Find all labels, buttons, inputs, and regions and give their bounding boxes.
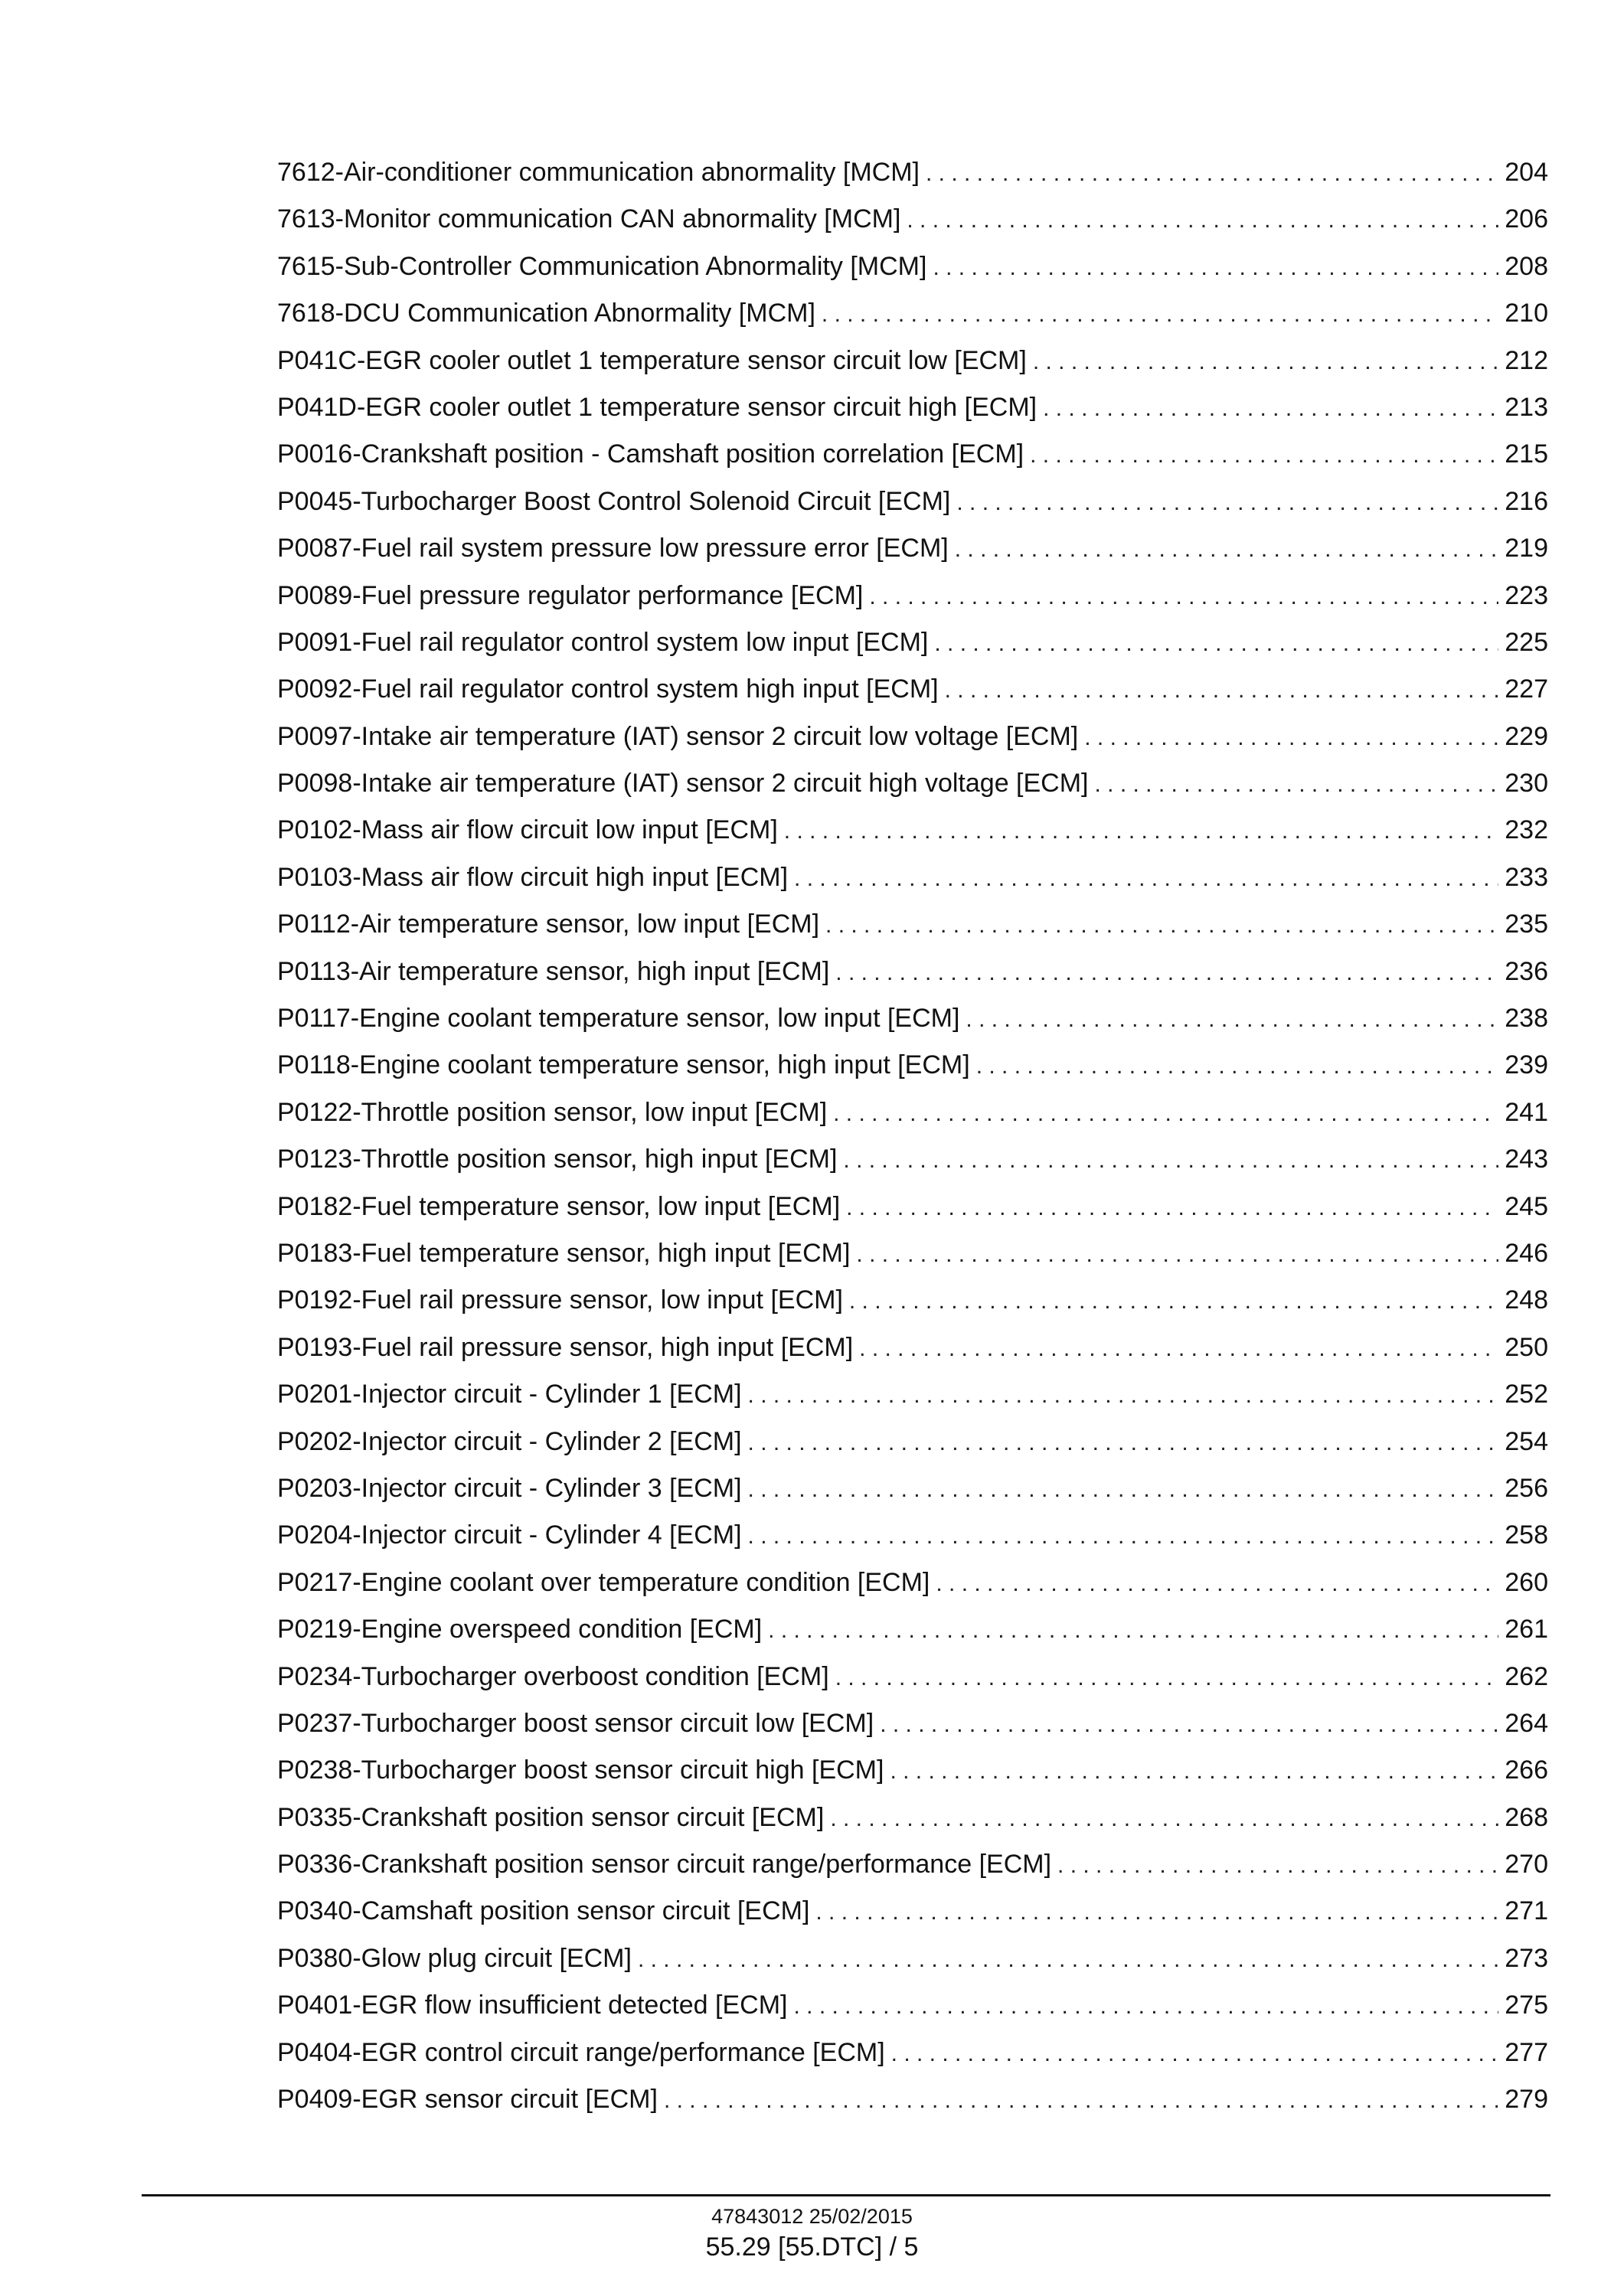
- toc-entry[interactable]: [277, 1747, 1548, 1794]
- toc-entry-title: P0409-EGR sensor circuit [ECM]: [277, 2085, 658, 2115]
- toc-leader-dots: [1057, 1842, 1498, 1889]
- toc-entry-page-number: 213: [1505, 392, 1548, 422]
- toc-leader-dots: [1084, 714, 1498, 761]
- toc-entry[interactable]: [277, 196, 1548, 243]
- toc-entry-page-number: 232: [1505, 815, 1548, 845]
- toc-leader-dots: [843, 1137, 1498, 1184]
- toc-entry-title: P0203-Injector circuit - Cylinder 3 [ECM]: [277, 1473, 742, 1503]
- toc-entry-page-number: 262: [1505, 1661, 1548, 1691]
- toc-entry-title: P0237-Turbocharger boost sensor circuit low [ECM]: [277, 1708, 874, 1738]
- toc-entry[interactable]: [277, 1654, 1548, 1700]
- toc-entry-title: P041D-EGR cooler outlet 1 temperature sensor circuit high [ECM]: [277, 392, 1037, 422]
- toc-entry-title: P0234-Turbocharger overboost condition [ECM]: [277, 1661, 829, 1691]
- toc-entry-title: P0335-Crankshaft position sensor circuit [ECM]: [277, 1802, 825, 1832]
- toc-entry-title: P0097-Intake air temperature (IAT) sensor 2 circuit low voltage [ECM]: [277, 721, 1079, 751]
- toc-entry-page-number: 246: [1505, 1238, 1548, 1268]
- toc-entry[interactable]: [277, 1888, 1548, 1935]
- toc-leader-dots: [907, 197, 1498, 243]
- toc-entry-page-number: 225: [1505, 627, 1548, 657]
- toc-entry-page-number: 258: [1505, 1520, 1548, 1550]
- toc-entry-title: P0016-Crankshaft position - Camshaft position correlation [ECM]: [277, 439, 1024, 469]
- toc-entry-page-number: 204: [1505, 158, 1548, 187]
- footer-page-reference: 55.29 [55.DTC] / 5: [705, 2232, 919, 2262]
- toc-entry[interactable]: [277, 384, 1548, 431]
- toc-leader-dots: [846, 1184, 1498, 1231]
- toc-entry-title: P0117-Engine coolant temperature sensor, low input [ECM]: [277, 1004, 960, 1034]
- toc-entry[interactable]: [277, 901, 1548, 948]
- toc-leader-dots: [822, 291, 1498, 338]
- toc-entry-title: P0089-Fuel pressure regulator performance [ECM]: [277, 580, 864, 610]
- toc-entry-title: P0091-Fuel rail regulator control system low input [ECM]: [277, 627, 929, 657]
- footer-document-reference: 47843012 25/02/2015: [711, 2205, 913, 2228]
- toc-entry-title: P0183-Fuel temperature sensor, high input [ECM]: [277, 1238, 851, 1268]
- toc-entry[interactable]: [277, 1841, 1548, 1888]
- toc-entry-title: P0238-Turbocharger boost sensor circuit high [ECM]: [277, 1755, 884, 1785]
- toc-entry[interactable]: [277, 1136, 1548, 1183]
- toc-entry-title: P0103-Mass air flow circuit high input [ECM]: [277, 862, 789, 892]
- toc-entry-page-number: 239: [1505, 1050, 1548, 1080]
- toc-entry-page-number: 277: [1505, 2037, 1548, 2067]
- toc-entry-title: P0219-Engine overspeed condition [ECM]: [277, 1615, 763, 1644]
- toc-entry-title: P0204-Injector circuit - Cylinder 4 [ECM]: [277, 1520, 742, 1550]
- toc-entry[interactable]: [277, 995, 1548, 1042]
- toc-entry[interactable]: [277, 290, 1548, 337]
- toc-entry-title: 7615-Sub-Controller Communication Abnormality [MCM]: [277, 251, 927, 281]
- toc-leader-dots: [748, 1372, 1499, 1419]
- toc-entry[interactable]: [277, 619, 1548, 666]
- toc-entry-title: P0404-EGR control circuit range/performance [ECM]: [277, 2037, 885, 2067]
- toc-entry[interactable]: [277, 338, 1548, 384]
- toc-leader-dots: [664, 2077, 1498, 2124]
- toc-entry[interactable]: [277, 431, 1548, 478]
- toc-entry-title: P0118-Engine coolant temperature sensor, high input [ECM]: [277, 1050, 970, 1080]
- toc-entry-page-number: 227: [1505, 674, 1548, 704]
- toc-entry-title: P0092-Fuel rail regulator control system high input [ECM]: [277, 674, 939, 704]
- toc-entry-page-number: 238: [1505, 1004, 1548, 1034]
- toc-leader-dots: [890, 1748, 1498, 1795]
- toc-entry[interactable]: [277, 1606, 1548, 1653]
- toc-leader-dots: [955, 526, 1499, 573]
- toc-leader-dots: [859, 1325, 1498, 1372]
- toc-entry[interactable]: [277, 949, 1548, 995]
- toc-entry-title: P0380-Glow plug circuit [ECM]: [277, 1943, 632, 1973]
- toc-entry[interactable]: [277, 1184, 1548, 1230]
- toc-entry[interactable]: [277, 573, 1548, 619]
- toc-leader-dots: [793, 1983, 1498, 2030]
- toc-entry-page-number: 256: [1505, 1473, 1548, 1503]
- toc-entry[interactable]: [277, 1560, 1548, 1606]
- toc-leader-dots: [830, 1795, 1498, 1842]
- toc-leader-dots: [926, 150, 1498, 197]
- toc-entry-title: P0202-Injector circuit - Cylinder 2 [ECM]: [277, 1426, 742, 1456]
- toc-entry-title: P0122-Throttle position sensor, low input [ECM]: [277, 1097, 828, 1127]
- toc-entry-title: P0087-Fuel rail system pressure low pressure error [ECM]: [277, 534, 949, 563]
- toc-entry-title: P0182-Fuel temperature sensor, low input [ECM]: [277, 1191, 841, 1221]
- table-of-contents: [277, 149, 1548, 2123]
- toc-entry[interactable]: [277, 1700, 1548, 1747]
- toc-leader-dots: [869, 573, 1498, 620]
- toc-leader-dots: [1033, 338, 1498, 385]
- toc-entry-title: P0102-Mass air flow circuit low input [ECM]: [277, 815, 778, 845]
- toc-entry-title: P0340-Camshaft position sensor circuit [ECM]: [277, 1896, 810, 1926]
- toc-entry[interactable]: [277, 525, 1548, 572]
- toc-entry-title: 7612-Air-conditioner communication abnormality [MCM]: [277, 158, 920, 187]
- toc-entry-title: P0336-Crankshaft position sensor circuit range/performance [ECM]: [277, 1850, 1052, 1880]
- toc-entry-page-number: 206: [1505, 204, 1548, 234]
- toc-entry-page-number: 250: [1505, 1332, 1548, 1362]
- toc-leader-dots: [976, 1043, 1499, 1089]
- toc-entry[interactable]: [277, 1371, 1548, 1418]
- toc-entry[interactable]: [277, 1465, 1548, 1512]
- toc-leader-dots: [784, 808, 1498, 854]
- toc-entry-page-number: 212: [1505, 345, 1548, 375]
- toc-entry[interactable]: [277, 1795, 1548, 1841]
- toc-entry-page-number: 230: [1505, 769, 1548, 799]
- toc-leader-dots: [1095, 761, 1499, 808]
- toc-entry-title: P0098-Intake air temperature (IAT) sensor 2 circuit high voltage [ECM]: [277, 769, 1089, 799]
- toc-leader-dots: [934, 620, 1498, 667]
- toc-entry-page-number: 236: [1505, 956, 1548, 986]
- toc-leader-dots: [815, 1889, 1498, 1935]
- footer-divider: [142, 2194, 1550, 2196]
- toc-entry[interactable]: [277, 243, 1548, 290]
- toc-entry[interactable]: [277, 760, 1548, 807]
- toc-entry-page-number: 235: [1505, 910, 1548, 939]
- toc-leader-dots: [849, 1278, 1498, 1324]
- toc-leader-dots: [835, 949, 1498, 996]
- toc-entry-page-number: 229: [1505, 721, 1548, 751]
- toc-entry[interactable]: [277, 2076, 1548, 2123]
- toc-entry-page-number: 266: [1505, 1755, 1548, 1785]
- toc-leader-dots: [1043, 385, 1498, 432]
- toc-entry-title: P0113-Air temperature sensor, high input [ECM]: [277, 956, 830, 986]
- toc-entry[interactable]: [277, 1042, 1548, 1089]
- toc-leader-dots: [880, 1701, 1498, 1748]
- toc-entry-title: P041C-EGR cooler outlet 1 temperature sensor circuit low [ECM]: [277, 345, 1027, 375]
- toc-entry[interactable]: [277, 1419, 1548, 1465]
- toc-entry[interactable]: [277, 807, 1548, 854]
- toc-entry[interactable]: [277, 1512, 1548, 1559]
- toc-entry-page-number: 260: [1505, 1567, 1548, 1597]
- toc-entry-title: P0192-Fuel rail pressure sensor, low input [ECM]: [277, 1285, 843, 1315]
- toc-leader-dots: [933, 244, 1498, 291]
- toc-leader-dots: [638, 1936, 1498, 1983]
- toc-leader-dots: [856, 1231, 1498, 1278]
- toc-entry[interactable]: [277, 1324, 1548, 1371]
- toc-entry[interactable]: [277, 478, 1548, 525]
- toc-entry-title: P0217-Engine coolant over temperature condition [ECM]: [277, 1567, 930, 1597]
- toc-entry-page-number: 264: [1505, 1708, 1548, 1738]
- toc-entry-page-number: 223: [1505, 580, 1548, 610]
- toc-entry-page-number: 271: [1505, 1896, 1548, 1926]
- toc-entry[interactable]: [277, 1935, 1548, 1982]
- toc-leader-dots: [891, 2030, 1499, 2077]
- toc-entry-page-number: 275: [1505, 1991, 1548, 2020]
- toc-leader-dots: [945, 667, 1499, 714]
- toc-entry-page-number: 208: [1505, 251, 1548, 281]
- toc-entry[interactable]: [277, 1230, 1548, 1277]
- toc-entry[interactable]: [277, 714, 1548, 760]
- toc-entry-page-number: 254: [1505, 1426, 1548, 1456]
- toc-entry[interactable]: [277, 1277, 1548, 1324]
- toc-leader-dots: [825, 902, 1498, 949]
- toc-entry-page-number: 268: [1505, 1802, 1548, 1832]
- toc-leader-dots: [833, 1090, 1498, 1137]
- toc-entry-title: 7618-DCU Communication Abnormality [MCM]: [277, 299, 815, 328]
- toc-entry[interactable]: [277, 149, 1548, 196]
- toc-entry-page-number: 233: [1505, 862, 1548, 892]
- toc-entry-page-number: 243: [1505, 1145, 1548, 1174]
- toc-entry-title: P0201-Injector circuit - Cylinder 1 [ECM]: [277, 1380, 742, 1409]
- toc-entry[interactable]: [277, 2030, 1548, 2076]
- toc-entry-page-number: 219: [1505, 534, 1548, 563]
- toc-entry-page-number: 245: [1505, 1191, 1548, 1221]
- toc-entry-page-number: 215: [1505, 439, 1548, 469]
- toc-leader-dots: [768, 1607, 1498, 1654]
- toc-entry-title: P0193-Fuel rail pressure sensor, high input [ECM]: [277, 1332, 854, 1362]
- toc-entry-page-number: 216: [1505, 486, 1548, 516]
- toc-entry-title: 7613-Monitor communication CAN abnormality [MCM]: [277, 204, 901, 234]
- toc-entry-page-number: 252: [1505, 1380, 1548, 1409]
- toc-entry[interactable]: [277, 1089, 1548, 1136]
- toc-leader-dots: [835, 1654, 1499, 1701]
- toc-entry-title: P0401-EGR flow insufficient detected [ECM]: [277, 1991, 788, 2020]
- toc-entry-page-number: 270: [1505, 1850, 1548, 1880]
- toc-entry[interactable]: [277, 1982, 1548, 2029]
- toc-entry-page-number: 273: [1505, 1943, 1548, 1973]
- toc-leader-dots: [966, 996, 1498, 1043]
- toc-leader-dots: [1030, 432, 1498, 478]
- toc-entry-title: P0112-Air temperature sensor, low input [ECM]: [277, 910, 820, 939]
- toc-entry[interactable]: [277, 854, 1548, 901]
- toc-entry-title: P0045-Turbocharger Boost Control Solenoid Circuit [ECM]: [277, 486, 951, 516]
- toc-entry-page-number: 279: [1505, 2085, 1548, 2115]
- toc-entry-page-number: 261: [1505, 1615, 1548, 1644]
- toc-entry-page-number: 248: [1505, 1285, 1548, 1315]
- toc-leader-dots: [936, 1560, 1498, 1607]
- toc-leader-dots: [956, 479, 1498, 526]
- toc-leader-dots: [794, 855, 1498, 902]
- toc-entry-page-number: 210: [1505, 299, 1548, 328]
- toc-leader-dots: [748, 1419, 1499, 1466]
- toc-leader-dots: [748, 1513, 1499, 1560]
- toc-entry-page-number: 241: [1505, 1097, 1548, 1127]
- toc-entry-title: P0123-Throttle position sensor, high input [ECM]: [277, 1145, 838, 1174]
- toc-leader-dots: [748, 1466, 1499, 1513]
- toc-entry[interactable]: [277, 666, 1548, 713]
